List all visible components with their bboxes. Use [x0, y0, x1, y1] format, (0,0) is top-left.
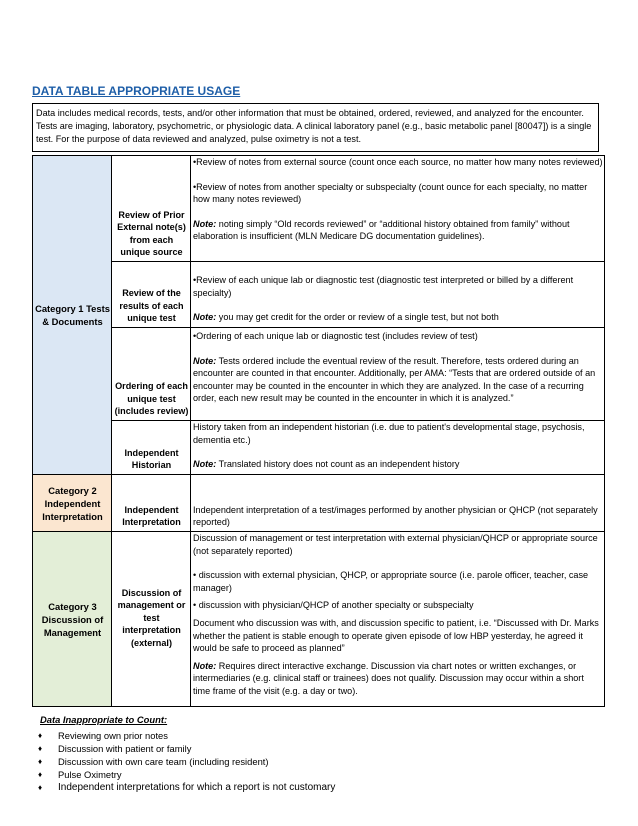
list-item [38, 729, 335, 742]
description-cell [191, 532, 605, 707]
description-item: Independent interpretation of a test/images performed by another physician or QHCP (not separately reported) [193, 504, 598, 528]
category-2-label: Category 2 Independent Interpretation [33, 475, 112, 532]
description-item: •Review of notes from another specialty or subspecialty (count ounce for each specialty, no matter how many notes reviewed) [193, 181, 588, 205]
note-label: Note: [193, 459, 217, 470]
diamond-bullet-icon: ♦ [38, 731, 43, 740]
note-body: noting simply “Old records reviewed” or “additional history obtained from family” without elaboration is insufficient (MLN Medicare DG documentation guidelines). [193, 218, 570, 242]
page-title: DATA TABLE APPROPRIATE USAGE [32, 84, 241, 98]
intro-box: Data includes medical records, tests, and/or other information that must be obtained, ordered, reviewed, and analyzed for the encounter. Tests are imaging, laboratory, psychometric, or physiologic data. A clinical laboratory panel (e.g., basic metabolic panel [80047]) is a single test. For the purpose of data reviewed and analyzed, pulse oximetry is not a test. [32, 103, 599, 152]
description-cell [191, 262, 605, 328]
subcategory-label: Review of Prior External note(s) from each unique source [112, 156, 191, 262]
diamond-bullet-icon: ♦ [38, 770, 43, 779]
diamond-bullet-icon: ♦ [38, 783, 43, 792]
note-label: Note: [193, 312, 217, 323]
subcategory-label: Review of the results of each unique test [112, 262, 191, 328]
description-cell [191, 156, 605, 262]
description-item: Discussion of management or test interpretation with external physician/QHCP or appropriate source (not separately reported) [193, 533, 598, 556]
list-item-text: Reviewing own prior notes [58, 730, 168, 741]
subcategory-label: Independent Historian [112, 421, 191, 475]
table-row [33, 328, 605, 421]
note-body: Requires direct interactive exchange. Discussion via chart notes or written exchanges, or intermediaries (e.g. clinical staff or trainees) does not qualify. Discussion may occur within a short time frame of the visit (e.g. a day or two). [193, 660, 584, 696]
description-item: •Ordering of each unique lab or diagnostic test (includes review of test) [193, 331, 478, 341]
inappropriate-title: Data Inappropriate to Count: [40, 714, 168, 725]
list-item-text: Independent interpretations for which a report is not customary [58, 782, 336, 793]
note-label: Note: [193, 660, 217, 671]
category-1-label: Category 1 Tests & Documents [33, 156, 112, 475]
description-item: History taken from an independent historian (i.e. due to patient's developmental stage, psychosis, dementia etc.) [193, 422, 585, 445]
description-item: Document who discussion was with, and discussion specific to patient, i.e. “Discussed with Dr. Marks whether the patient is stable enough to operate given episode of low HBP yesterday, he agreed it would be safe to proceed as planned” [193, 617, 599, 654]
data-table [32, 155, 605, 707]
description-item: • discussion with external physician, QHCP, or appropriate source (i.e. parole officer, teacher, case manager) [193, 570, 589, 593]
list-item-text: Pulse Oximetry [58, 769, 122, 780]
table-row [33, 262, 605, 328]
note-text [193, 660, 603, 698]
subcategory-label: Discussion of management or test interpretation (external) [112, 532, 191, 707]
list-item [38, 768, 335, 781]
list-item [38, 755, 335, 768]
category-3-label: Category 3 Discussion of Management [33, 532, 112, 707]
note-body: you may get credit for the order or review of a single test, but not both [216, 312, 499, 323]
table-row [33, 475, 605, 532]
description-cell [191, 475, 605, 532]
list-item-text: Discussion with patient or family [58, 743, 192, 754]
description-item: • discussion with physician/QHCP of another specialty or subspecialty [193, 600, 474, 611]
list-item [38, 781, 335, 794]
note-text [193, 355, 603, 405]
table-row [33, 156, 605, 262]
note-body: Translated history does not count as an independent history [216, 459, 460, 470]
inappropriate-list [38, 729, 335, 794]
diamond-bullet-icon: ♦ [38, 757, 43, 766]
subcategory-label: Independent Interpretation [112, 475, 191, 532]
diamond-bullet-icon: ♦ [38, 744, 43, 753]
description-item: •Review of notes from external source (count once each source, no matter how many notes reviewed) [193, 157, 603, 167]
description-cell [191, 328, 605, 421]
description-item: •Review of each unique lab or diagnostic test (diagnostic test interpreted or billed by a different specialty) [193, 275, 574, 298]
note-text [193, 311, 603, 324]
note-text [193, 458, 603, 471]
table-row [33, 532, 605, 707]
description-cell [191, 421, 605, 475]
note-text [193, 218, 603, 243]
note-label: Note: [193, 218, 217, 229]
subcategory-label: Ordering of each unique test (includes review) [112, 328, 191, 421]
list-item [38, 742, 335, 755]
list-item-text: Discussion with own care team (including resident) [58, 756, 269, 767]
note-label: Note: [193, 355, 217, 366]
note-body: Tests ordered include the eventual review of the result. Therefore, tests ordered during an encounter are counted in that encounter. Additionally, per AMA: “Tests that are ordered outside of an encounter may be counted in the encounter in which they are analyzed. In the case of a recurring order, each new result may be counted in the encounter in which it is analyzed.” [193, 355, 596, 404]
table-row [33, 421, 605, 475]
